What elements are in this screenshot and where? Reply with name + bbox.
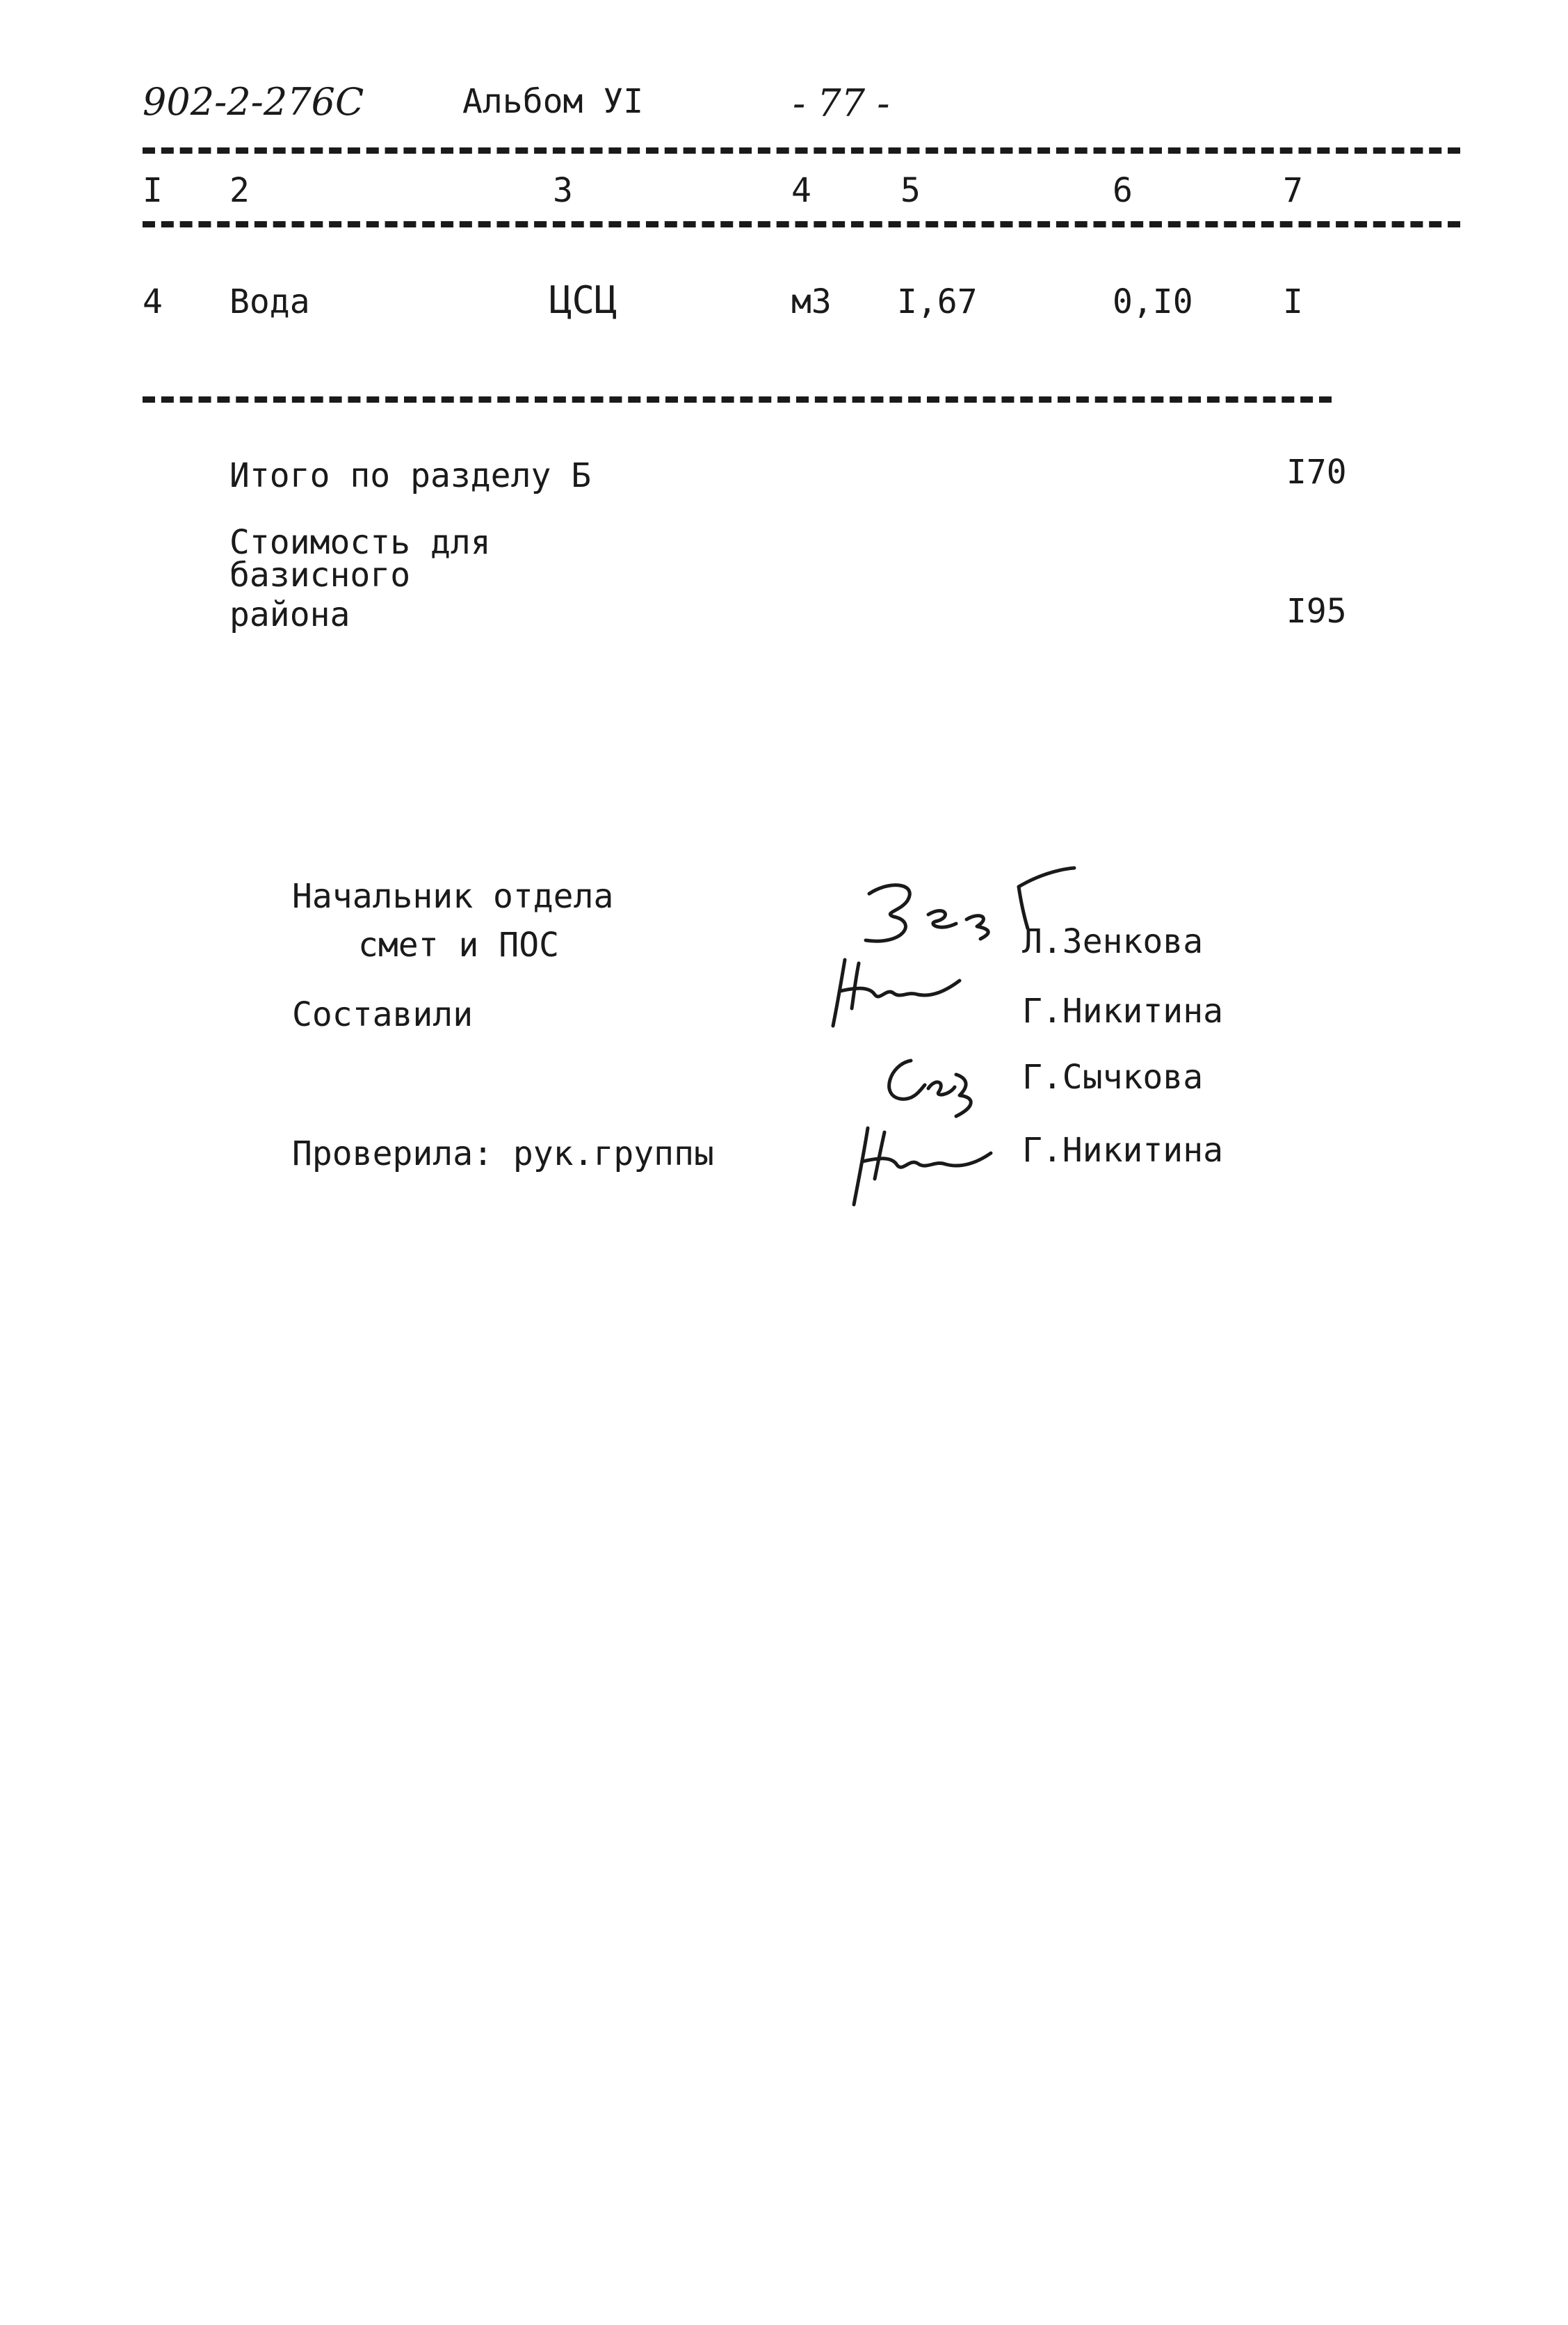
column-header-5: 5 (900, 171, 921, 210)
signature-nikitina-1-icon (821, 953, 973, 1029)
page-number: - 77 - (793, 81, 890, 125)
signature-nikitina-2-icon (841, 1120, 1001, 1210)
section-total-label: Итого по разделу Б (229, 456, 592, 495)
column-header-3: 3 (553, 171, 573, 210)
column-header-4: 4 (791, 171, 811, 210)
signature-sychkova-icon (873, 1047, 998, 1130)
row-resource: Вода (229, 282, 310, 321)
signer-name-1: Л.Зенкова (1022, 922, 1204, 961)
head-of-department-line-1: Начальник отдела (292, 877, 614, 916)
base-cost-value: I95 (1286, 592, 1347, 631)
column-header-1: I (143, 171, 163, 210)
row-number: 4 (143, 282, 163, 321)
base-cost-line-3: района (229, 595, 350, 634)
table-top-rule (143, 147, 1460, 154)
row-price: 0,I0 (1113, 282, 1193, 321)
column-header-7: 7 (1283, 171, 1303, 210)
signature-zenkova-icon (841, 862, 1078, 960)
head-of-department-line-2: смет и ПОС (358, 926, 559, 965)
row-quantity: I,67 (897, 282, 978, 321)
row-total: I (1283, 282, 1303, 321)
table-bottom-rule (143, 396, 1332, 403)
row-source: ЦСЦ (549, 278, 617, 322)
signer-name-2: Г.Никитина (1022, 992, 1223, 1031)
album-label: Альбом УI (462, 82, 644, 121)
column-header-2: 2 (229, 171, 250, 210)
signer-name-4: Г.Никитина (1022, 1131, 1223, 1170)
column-header-6: 6 (1113, 171, 1133, 210)
base-cost-line-1: Стоимость для (229, 523, 491, 562)
row-unit: м3 (791, 282, 832, 321)
checked-by-label: Проверила: рук.группы (292, 1134, 714, 1173)
section-total-value: I70 (1286, 453, 1347, 492)
table-header-rule (143, 221, 1460, 227)
base-cost-line-2: базисного (229, 556, 411, 595)
doc-number: 902-2-276С (143, 80, 364, 124)
signer-name-3: Г.Сычкова (1022, 1058, 1204, 1097)
compiled-by-label: Составили (292, 995, 474, 1034)
